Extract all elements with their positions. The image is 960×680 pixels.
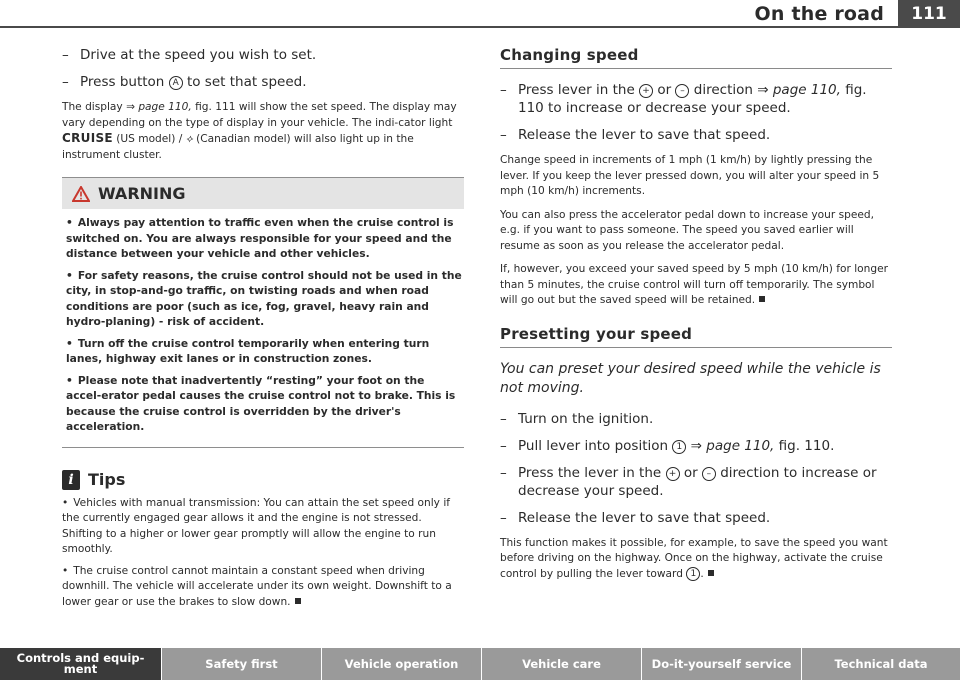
info-icon: i	[62, 470, 80, 490]
warning-header	[62, 178, 464, 209]
page-number: 111	[898, 0, 960, 28]
tips-body	[62, 496, 464, 611]
step-text: Drive at the speed you wish to set.	[80, 47, 317, 63]
list-item: – Press lever in the + or – direction ⇒ page 110, fig. 110 to increase or decrease your speed.	[500, 82, 867, 116]
page-reference-link[interactable]: page 110,	[138, 101, 192, 113]
paragraph: If, however, you exceed your saved speed by 5 mph (10 km/h) for longer than 5 minutes, the cruise control will turn off temporarily. The symbol will go out but the saved speed will be retained.	[500, 263, 888, 306]
tips-item: • The cruise control cannot maintain a constant speed when driving downhill. The vehicle will accelerate under its own weight. Downshift to a lower gear or use the brakes to slow down.	[62, 564, 452, 608]
cruise-symbol-icon: ⟡	[185, 133, 193, 145]
page-reference-link[interactable]: page 110,	[706, 437, 775, 454]
paragraph: You can also press the accelerator pedal down to increase your speed, e.g. if you want to pass someone. The speed you saved earlier will resume as soon as you release the accelerator pedal.	[500, 208, 874, 252]
tab-safety-first[interactable]: Safety first	[162, 648, 322, 680]
position-1-symbol: 1	[686, 567, 700, 581]
left-column	[62, 46, 464, 616]
list-item: – Pull lever into position 1 ⇒ page 110, fig. 110.	[500, 437, 835, 454]
tab-vehicle-operation[interactable]: Vehicle operation	[322, 648, 482, 680]
warning-item: • For safety reasons, the cruise control should not be used in the city, in stop-and-go traffic, on twisting roads and when road conditions are poor (such as ice, fog, gravel, heavy rain and hydro-planing) - risk of accident.	[66, 268, 462, 328]
position-1-symbol: 1	[672, 440, 686, 454]
minus-symbol: –	[675, 84, 689, 98]
paragraph: Change speed in increments of 1 mph (1 km/h) by lightly pressing the lever. If you keep the lever pressed down, you will alter your speed in 5 mph (10 km/h) increments.	[500, 154, 880, 197]
warning-item: • Turn off the cruise control temporarily when entering turn lanes, highway exit lanes or in construction zones.	[66, 336, 430, 365]
step-text: Press button	[80, 74, 165, 90]
tips-item: • Vehicles with manual transmission: You can attain the set speed only if the currently engaged gear allows it and the engine is not stressed. Shifting to a higher or lower gear promptly will allow the engine to run smoothly.	[62, 496, 450, 555]
warning-body	[62, 209, 464, 447]
page-reference-link[interactable]: page 110,	[772, 82, 841, 98]
tips-header	[62, 470, 464, 490]
display-paragraph: The display ⇒ page 110, fig. 111 will show the set speed. The display may vary depending on the type of display in your vehicle. The indi-cator light CRUISE (US model) / ⟡ (Canadian model) will also light up in the instrument cluster.	[62, 101, 457, 161]
warning-triangle-icon	[72, 186, 90, 202]
right-arrow-icon: ⇒	[690, 437, 702, 454]
changing-speed-heading: Changing speed	[500, 46, 892, 69]
tab-do-it-yourself-service[interactable]: Do-it-yourself service	[642, 648, 802, 680]
tab-vehicle-care[interactable]: Vehicle care	[482, 648, 642, 680]
end-mark	[708, 570, 714, 576]
tab-technical-data[interactable]: Technical data	[802, 648, 960, 680]
list-item: – Release the lever to save that speed.	[500, 509, 771, 526]
plus-symbol: +	[666, 467, 680, 481]
right-arrow-icon: ⇒	[126, 101, 135, 113]
button-a-symbol: A	[169, 76, 183, 90]
cruise-indicator-label: CRUISE	[62, 131, 113, 145]
right-arrow-icon: ⇒	[757, 82, 769, 98]
tab-controls-and-equipment[interactable]: Controls and equip-ment	[0, 648, 162, 680]
presetting-speed-heading: Presetting your speed	[500, 325, 892, 348]
warning-item: • Always pay attention to traffic even when the cruise control is switched on. You are always responsible for your speed and the distance between your vehicle and other vehicles.	[66, 216, 454, 260]
paragraph: This function makes it possible, for example, to save the speed you want before driving on the highway. Once on the highway, activate the cruise control by pulling the lever toward 1 .	[500, 536, 888, 580]
header-rule	[0, 26, 908, 28]
section-title: On the road	[754, 3, 884, 25]
list-item: – Release the lever to save that speed.	[500, 127, 771, 143]
tips-title: Tips	[88, 470, 126, 489]
chapter-nav	[0, 648, 960, 680]
list-item: – Drive at the speed you wish to set.	[62, 47, 317, 63]
right-column	[500, 46, 892, 590]
intro-text: You can preset your desired speed while the vehicle is not moving.	[500, 360, 881, 396]
step-text: to set that speed.	[186, 74, 307, 90]
end-mark	[295, 598, 301, 604]
warning-box	[62, 177, 464, 448]
plus-symbol: +	[639, 84, 653, 98]
warning-title: WARNING	[98, 184, 186, 203]
end-mark	[759, 296, 765, 302]
list-item: – Turn on the ignition.	[500, 410, 654, 427]
minus-symbol: –	[702, 467, 716, 481]
list-item: – Press button A to set that speed.	[62, 74, 307, 90]
list-item: – Press the lever in the + or – direction to increase or decrease your speed.	[500, 464, 877, 499]
warning-item: • Please note that inadvertently “resting” your foot on the accel-erator pedal causes the cruise control not to brake. This is because the cruise control is overridden by the driver's acceleration.	[66, 373, 456, 433]
